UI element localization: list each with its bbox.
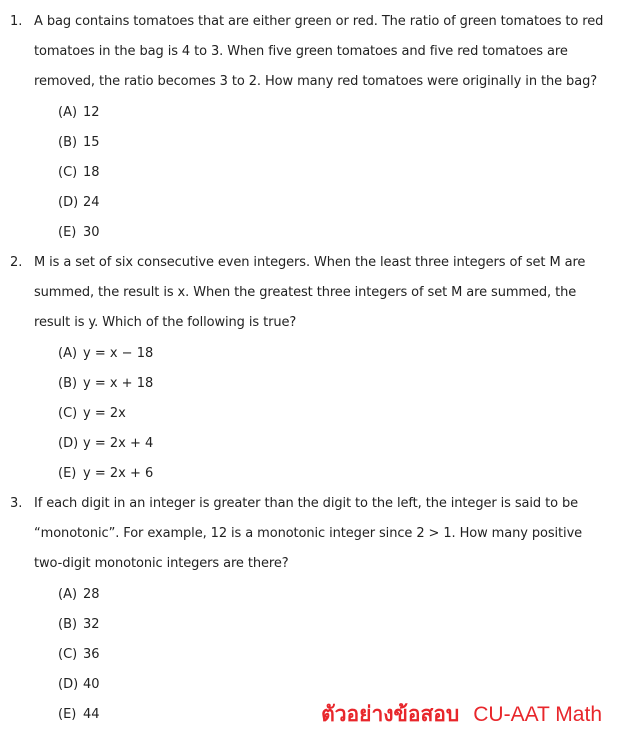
option-letter: (B) [58, 375, 78, 391]
question-number: 2. [10, 255, 23, 270]
answer-options [58, 98, 612, 249]
option-value: y = 2x + 4 [83, 436, 154, 452]
option-d [58, 670, 612, 700]
option-c [58, 399, 612, 429]
option-value: 12 [83, 104, 100, 120]
question-1 [0, 7, 612, 249]
sample-exam-watermark [321, 698, 602, 731]
option-letter: (A) [58, 345, 78, 361]
option-e [58, 459, 612, 489]
option-value: 24 [83, 195, 100, 211]
answer-options [58, 339, 612, 490]
option-letter: (C) [58, 165, 78, 181]
option-letter: (B) [58, 134, 78, 150]
option-letter: (C) [58, 406, 78, 422]
option-value: 15 [83, 134, 100, 150]
option-a [58, 580, 612, 610]
option-a [58, 98, 612, 128]
option-value: y = x − 18 [83, 345, 154, 361]
option-b [58, 369, 612, 399]
option-b [58, 128, 612, 158]
option-value: y = x + 18 [83, 375, 154, 391]
question-text: If each digit in an integer is greater than the digit to the left, the integer is said to be “monotonic”. For example, 12 is a monotonic integer since 2 > 1. How many positive two-digit monotonic integers are there? [34, 496, 583, 572]
option-value: 40 [83, 677, 100, 693]
option-c [58, 158, 612, 188]
option-value: 32 [83, 616, 100, 632]
option-value: 36 [83, 647, 100, 663]
option-value: 30 [83, 225, 100, 241]
option-letter: (D) [58, 436, 79, 452]
watermark-thai: ตัวอย่างข้อสอบ [321, 702, 460, 726]
option-value: 18 [83, 165, 100, 181]
option-value: y = 2x [83, 406, 126, 422]
question-2 [0, 248, 612, 490]
option-value: y = 2x + 6 [83, 466, 154, 482]
option-letter: (B) [58, 616, 78, 632]
option-letter: (E) [58, 225, 77, 241]
option-letter: (E) [58, 466, 77, 482]
option-a [58, 339, 612, 369]
question-3 [0, 489, 612, 731]
option-letter: (D) [58, 195, 79, 211]
option-letter: (A) [58, 586, 78, 602]
option-letter: (A) [58, 104, 78, 120]
option-d [58, 429, 612, 459]
option-letter: (C) [58, 647, 78, 663]
option-value: 44 [83, 707, 100, 723]
question-text: A bag contains tomatoes that are either green or red. The ratio of green tomatoes to red tomatoes in the bag is 4 to 3. When five green tomatoes and five red tomatoes are removed, the ratio becomes 3 to 2. How many red tomatoes were originally in the bag? [34, 14, 604, 90]
option-d [58, 188, 612, 218]
question-text: M is a set of six consecutive even integers. When the least three integers of set M are summed, the result is x. When the greatest three integers of set M are summed, the result is y. Which of the following is true? [34, 255, 586, 331]
question-number: 3. [10, 496, 23, 511]
question-number: 1. [10, 14, 23, 29]
option-e [58, 218, 612, 248]
option-letter: (E) [58, 707, 77, 723]
option-b [58, 610, 612, 640]
option-value: 28 [83, 586, 100, 602]
option-c [58, 640, 612, 670]
option-letter: (D) [58, 677, 79, 693]
watermark-english: CU-AAT Math [473, 703, 602, 726]
